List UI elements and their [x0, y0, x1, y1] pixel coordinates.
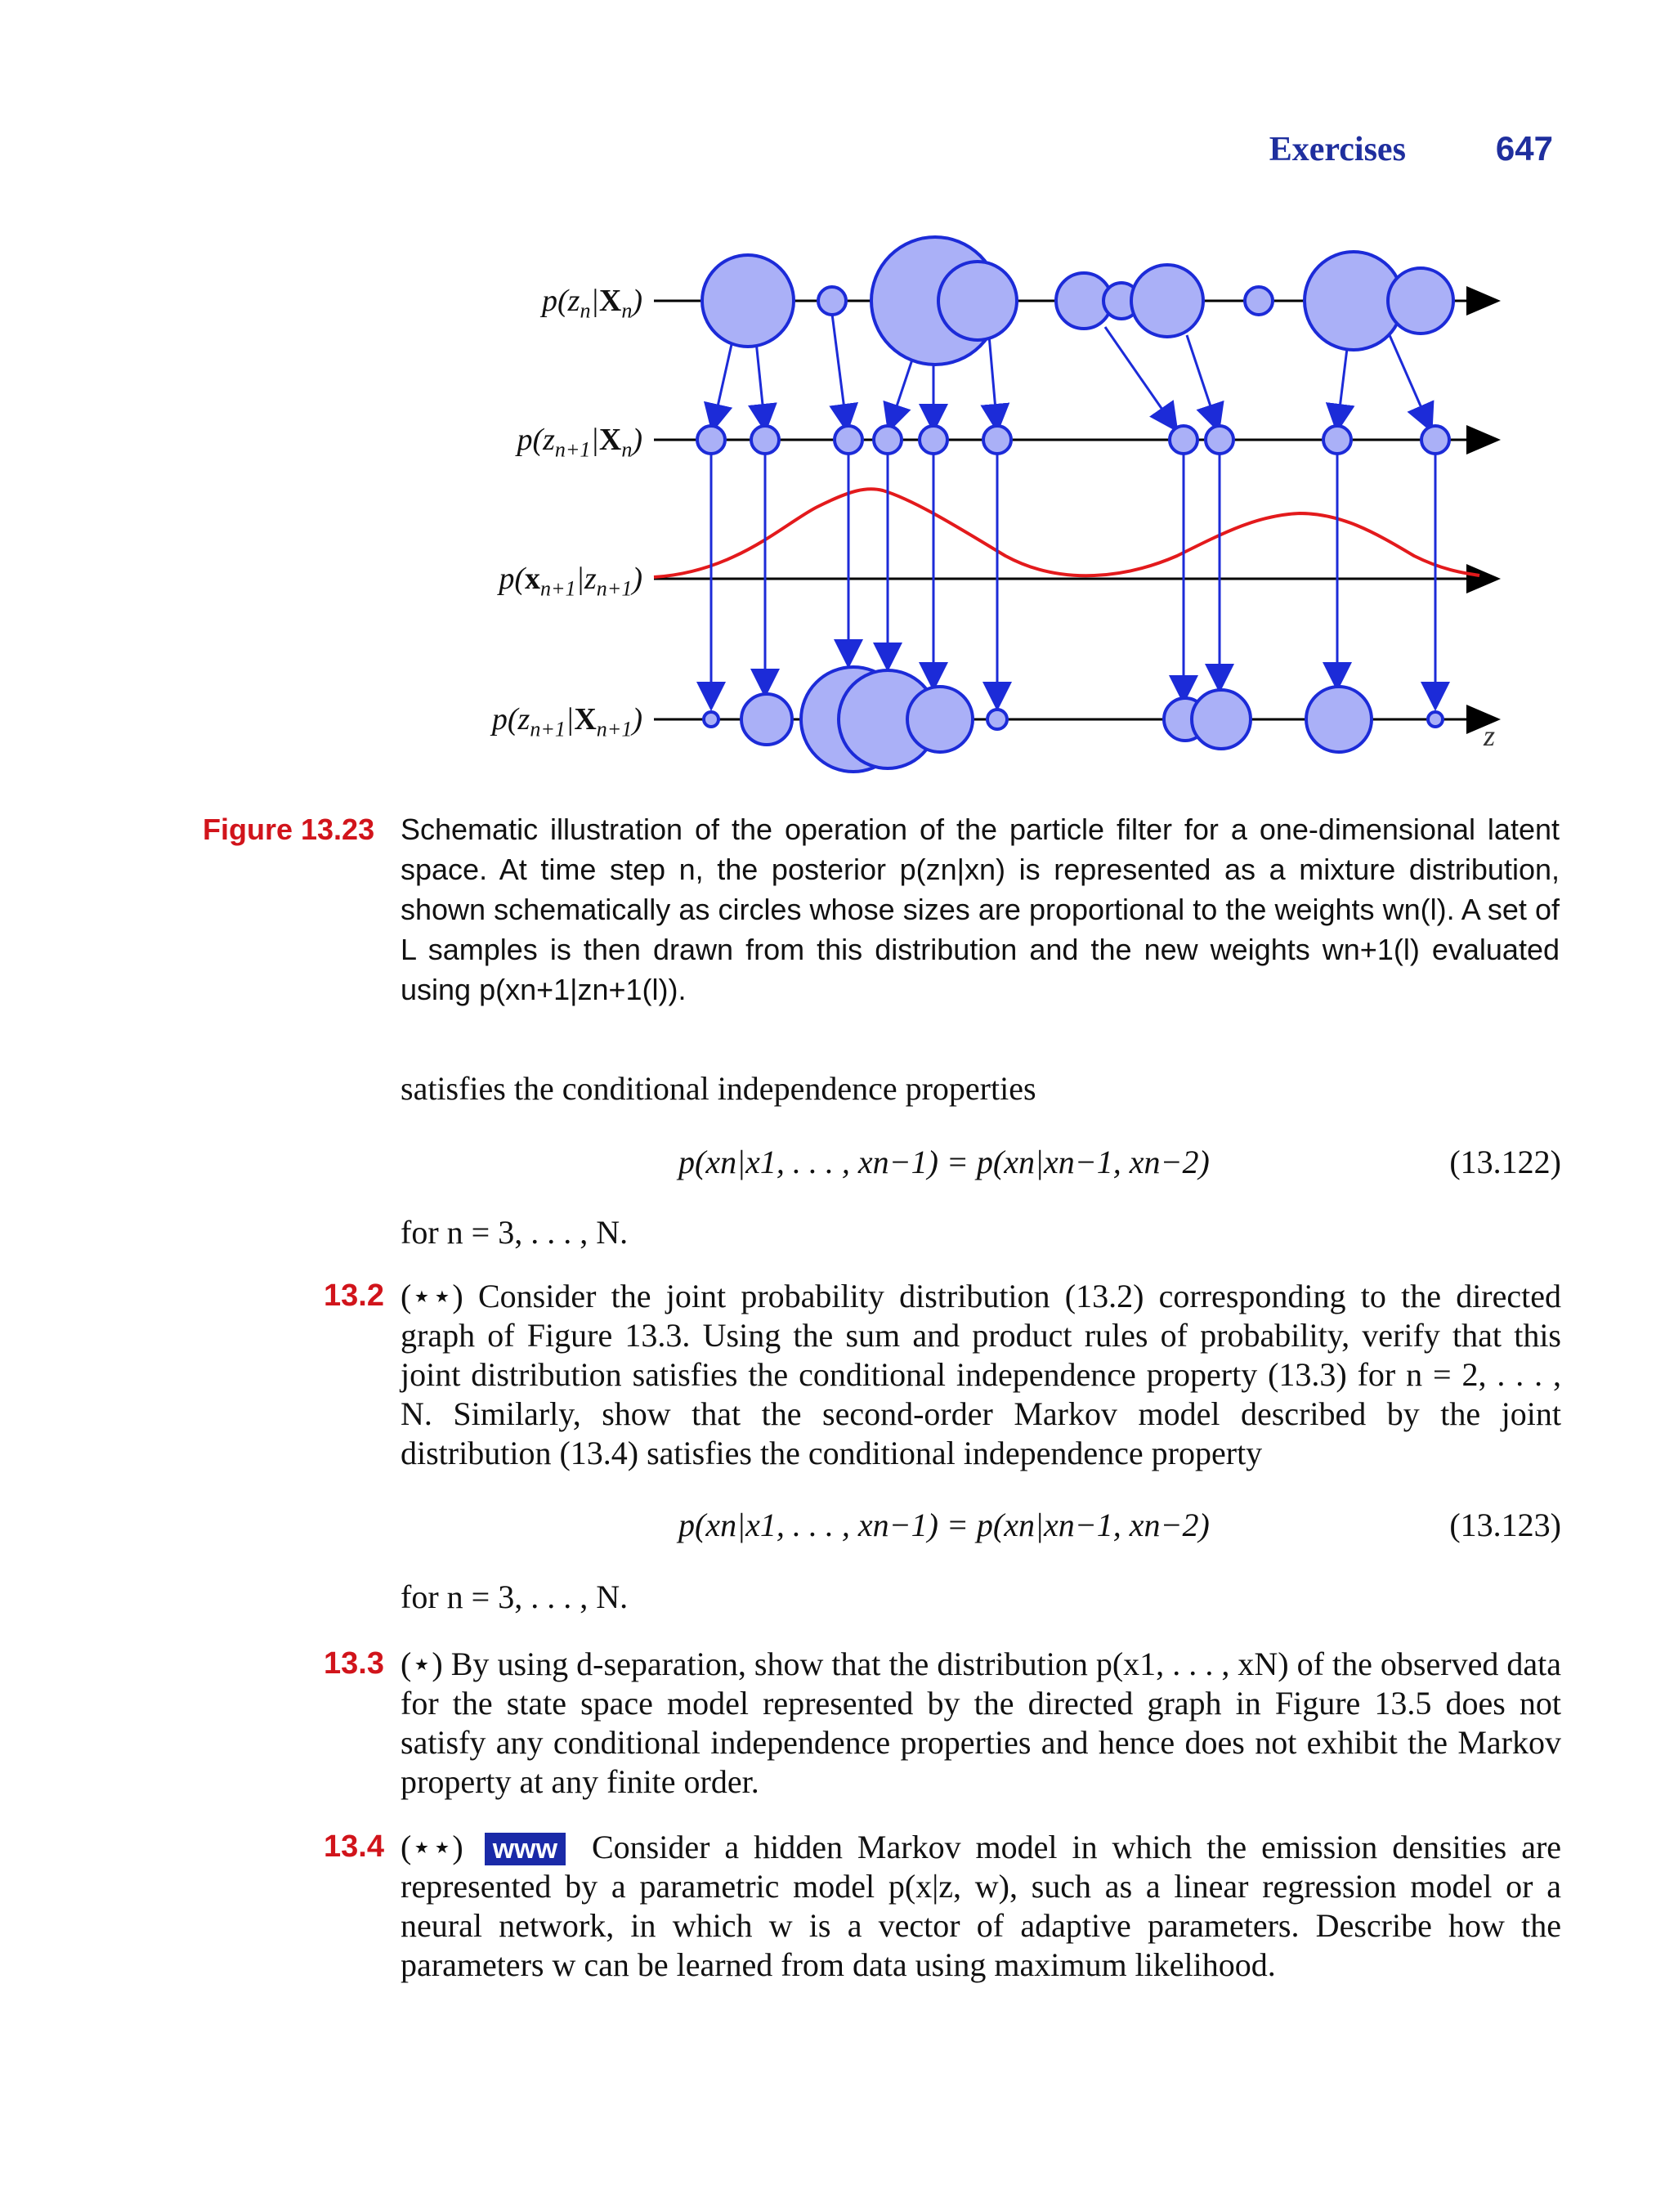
- equation-body: p(xn|x1, . . . , xn−1) = p(xn|xn−1, xn−2): [678, 1507, 1210, 1543]
- particle: [1323, 426, 1351, 454]
- exercise-13-3: [302, 1645, 1561, 1808]
- particle: [1428, 712, 1443, 727]
- row-label-4: $p(z_{n+1}|X_{n+1})$: [491, 702, 642, 741]
- likelihood-curve: [654, 489, 1479, 577]
- row-label-1: $p(z_n|X_n)$: [541, 284, 642, 323]
- difficulty-stars: (⋆): [401, 1646, 443, 1682]
- for-range-1: for n = 3, . . . , N.: [401, 1214, 629, 1251]
- exercise-number: 13.4: [324, 1829, 384, 1864]
- particle: [938, 262, 1017, 340]
- particle: [1421, 426, 1449, 454]
- figure-canvas: [0, 0, 1674, 801]
- row-label-3: $p(x_{n+1}|z_{n+1})$: [499, 562, 642, 601]
- equation-number: (13.122): [1449, 1144, 1561, 1180]
- exercise-text: [401, 1277, 1561, 1473]
- exercise-body: By using d-separation, show that the distribution p(x1, . . . , xN) of the observed data for the state space model represented by the directed graph in Figure 13.5 does not satisfy any conditional independence properties and hence does not exhibit the Markov property at any finite order.: [401, 1646, 1561, 1800]
- equation-body: p(xn|x1, . . . , xn−1) = p(xn|xn−1, xn−2): [678, 1144, 1210, 1180]
- equation-13-122: [401, 1143, 1561, 1187]
- exercise-13-4: [302, 1828, 1561, 1991]
- particle: [907, 687, 973, 752]
- particle: [835, 426, 862, 454]
- exercise-number: 13.3: [324, 1646, 384, 1681]
- particle: [751, 426, 779, 454]
- exercise-13-2: [302, 1277, 1561, 1489]
- page-number: 647: [1495, 129, 1553, 168]
- particle: [983, 426, 1011, 454]
- for-range-2: for n = 3, . . . , N.: [401, 1578, 629, 1615]
- particle: [1170, 426, 1197, 454]
- particle: [1192, 690, 1251, 749]
- particle: [987, 710, 1007, 729]
- equation-13-123: [401, 1506, 1561, 1550]
- caption-label: Figure 13.23: [203, 813, 375, 846]
- exercise-body: Consider a hidden Markov model in which the emission densities are represented by a parametric model p(x|z, w), such as a linear regression model or a neural network, in which w is a vector of adaptive parameters. Describe how the parameters w can be learned from data using maximum likelihood.: [401, 1829, 1562, 1983]
- caption-text: Schematic illustration of the operation of the particle filter for a one-dimensional latent space. At time step n, the posterior p(zn|xn) is represented as a mixture distribution, shown schematically as circles whose sizes are proportional to the weights wn(l). A set of L samples is then drawn from this distribution and the new weights wn+1(l) evaluated using p(xn+1|zn+1(l)).: [401, 813, 1560, 1006]
- particle: [1388, 268, 1453, 334]
- particle: [704, 712, 718, 727]
- particle-filter-figure: [0, 0, 1674, 805]
- section-title: Exercises: [1269, 131, 1406, 168]
- particle: [874, 426, 902, 454]
- particle: [697, 426, 725, 454]
- particle: [702, 255, 794, 347]
- particle: [818, 287, 846, 315]
- intro-text: satisfies the conditional independence properties: [401, 1070, 1036, 1107]
- particle: [1206, 426, 1233, 454]
- exercise-text: [401, 1828, 1561, 1985]
- difficulty-stars: (⋆⋆): [401, 1278, 463, 1314]
- particle: [741, 694, 792, 745]
- axis-variable-label: z: [1484, 719, 1496, 752]
- exercise-number: 13.2: [324, 1278, 384, 1313]
- exercise-body: Consider the joint probability distribution (13.2) corresponding to the directed graph of Figure 13.3. Using the sum and product rules of probability, verify that this joint distribution satisfies the conditional independence property (13.3) for n = 2, . . . , N. Similarly, show that the second-order Markov model described by the joint distribution (13.4) satisfies the conditional independence property: [401, 1278, 1561, 1471]
- exercise-text: [401, 1645, 1561, 1802]
- www-badge[interactable]: www: [485, 1833, 566, 1865]
- difficulty-stars: (⋆⋆): [401, 1829, 463, 1865]
- equation-number: (13.123): [1449, 1507, 1561, 1543]
- particle: [920, 426, 947, 454]
- particle: [1131, 265, 1203, 337]
- particle: [1245, 287, 1273, 315]
- row-label-2: $p(z_{n+1}|X_n)$: [517, 423, 642, 462]
- particle: [1306, 687, 1372, 752]
